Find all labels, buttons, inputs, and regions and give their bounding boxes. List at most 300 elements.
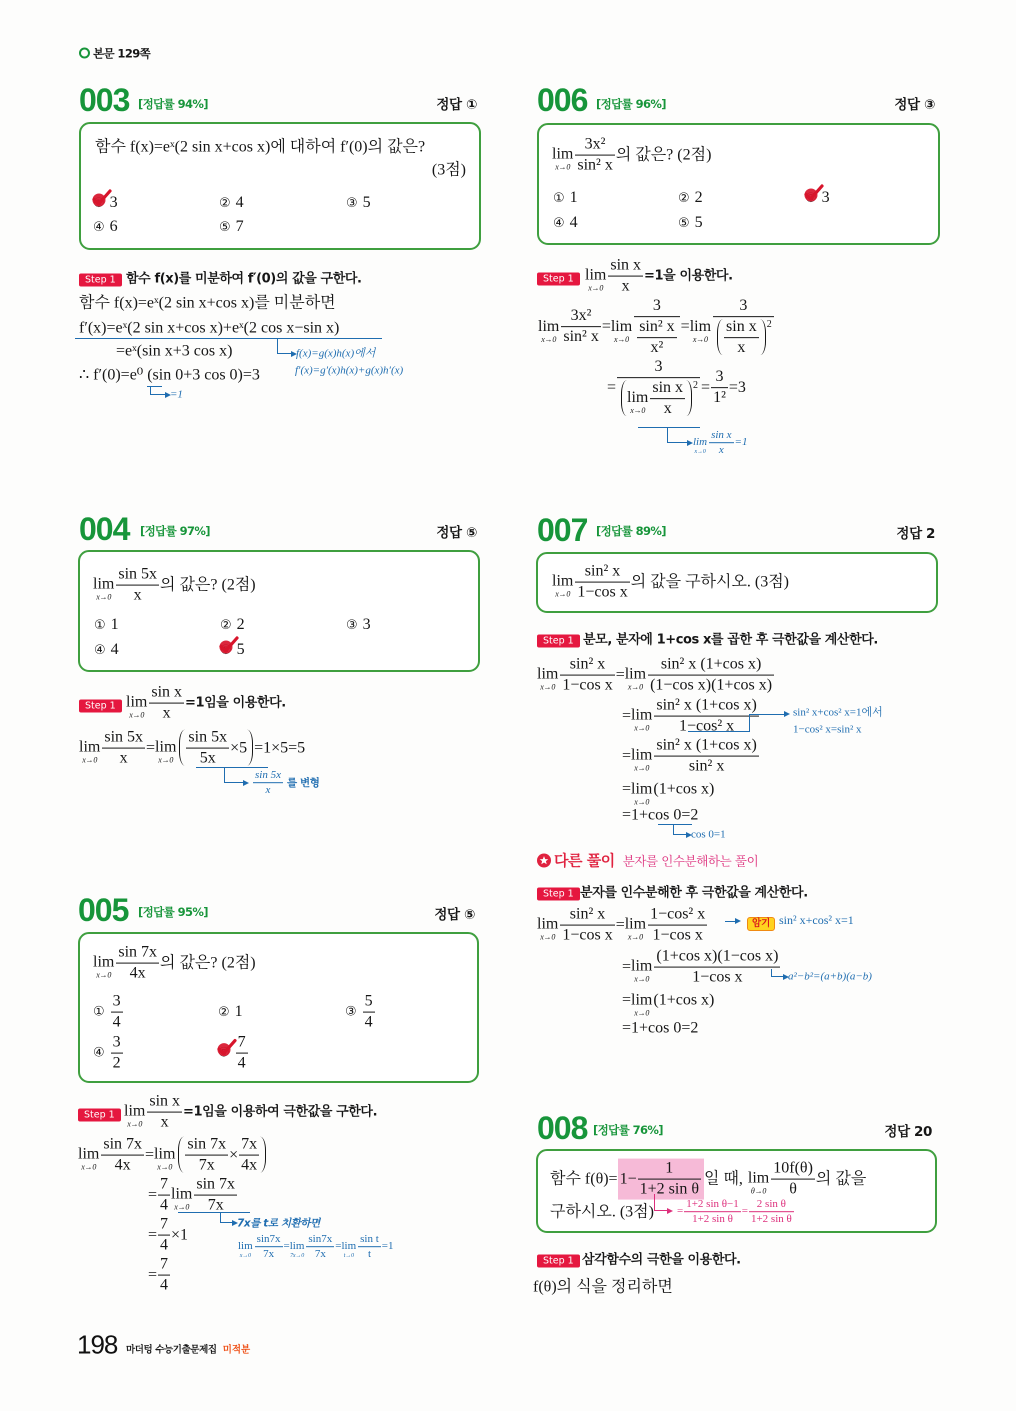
result: =1×5=5	[254, 739, 306, 757]
fraction	[149, 684, 184, 723]
limit-operator	[341, 1241, 356, 1259]
solution-line-3	[622, 737, 760, 776]
numerator: sin² x	[560, 656, 614, 676]
question-text: 일 때,	[703, 1170, 743, 1188]
fraction	[713, 297, 774, 357]
denominator: x	[621, 277, 630, 295]
denominator: x	[162, 704, 171, 722]
lim-label: lim	[126, 694, 148, 711]
numerator: sin 7x	[116, 944, 159, 964]
lim-subscript: x→0	[694, 449, 706, 455]
lim-subscript: x→0	[588, 284, 604, 293]
denominator: 4	[160, 1196, 169, 1214]
fraction	[684, 1198, 741, 1226]
solution-line-2	[607, 358, 746, 418]
fraction	[654, 737, 758, 776]
equals-sign: =	[145, 1146, 155, 1164]
equals-sign: =	[148, 1186, 158, 1204]
option-mark: ②	[219, 196, 231, 211]
annotation-text: 를 변형	[286, 776, 320, 789]
fraction	[575, 136, 614, 175]
option-mark-wrap	[93, 194, 105, 212]
numerator: sin x	[147, 1093, 182, 1113]
question-text-line-2: 구하시오. (3점)	[550, 1203, 654, 1221]
question-tail: 의 값은? (2점)	[160, 954, 256, 972]
equals-sign: =	[741, 1205, 748, 1218]
limit-operator	[748, 1171, 769, 1196]
option-mark: ⑤	[219, 220, 231, 235]
lim-label: lim	[552, 146, 574, 163]
annotation-arrow	[725, 921, 736, 922]
question-points: (3점)	[431, 161, 466, 179]
fraction	[239, 1136, 259, 1175]
step-tail: =1을 이용한다.	[644, 268, 733, 284]
lim-label: lim	[93, 576, 115, 593]
option-value: 1	[110, 616, 119, 633]
denominator: sin² x	[577, 156, 613, 174]
numerator: sin 7x	[194, 1176, 237, 1196]
numerator: 3	[111, 993, 123, 1013]
numerator: 7	[158, 1176, 170, 1196]
problem-number: 005	[78, 892, 129, 928]
lim-label: lim	[689, 318, 712, 335]
option-5[interactable]	[678, 214, 703, 232]
solution-line-1	[78, 1136, 267, 1175]
step-description	[585, 257, 733, 296]
option-4[interactable]	[553, 214, 578, 232]
option-value: 1	[569, 189, 578, 206]
lim-label: lim	[238, 1240, 253, 1252]
equals-sign: =	[335, 1240, 342, 1253]
numerator: sin 5x	[253, 769, 283, 783]
lim-label: lim	[627, 389, 649, 407]
annotation-arrow	[667, 427, 688, 443]
denominator: x	[718, 444, 724, 457]
problem-number: 008	[537, 1110, 588, 1146]
fraction	[101, 1136, 144, 1175]
denominator: 1−cos x	[692, 968, 743, 986]
lim-subscript: x→0	[540, 933, 556, 942]
book-title	[126, 1338, 250, 1357]
equals-sign: =	[601, 318, 611, 336]
denominator: 1−cos x	[562, 926, 613, 944]
option-mark: ②	[220, 618, 232, 633]
step-badge-wrap	[79, 268, 122, 287]
annotation-identity-2: 1−cos² x=sin² x	[793, 723, 862, 736]
alt-solution-line-3	[622, 990, 715, 1017]
numerator: 10f(θ)	[771, 1160, 815, 1180]
option-mark: ②	[218, 1005, 230, 1020]
math-text: =1+	[622, 806, 649, 824]
numerator: sin7x	[255, 1233, 283, 1247]
circle-bullet-icon	[79, 48, 90, 59]
denominator: 2	[112, 1054, 121, 1072]
option-2[interactable]	[220, 616, 245, 634]
option-5[interactable]	[219, 218, 244, 236]
lim-label: lim	[631, 780, 653, 797]
option-5[interactable]	[220, 641, 245, 659]
numerator: 3	[617, 358, 700, 378]
limit-operator	[631, 992, 652, 1017]
solution-line-1	[79, 729, 305, 768]
math-text: ×5	[230, 739, 248, 757]
denominator: 1+2 sin θ	[750, 1213, 792, 1226]
annotation-substitution-chain	[238, 1233, 394, 1261]
underline-marker	[688, 731, 750, 732]
solution-line-1: 함수 f(x)=eˣ(2 sin x+cos x)를 미분하면	[79, 294, 336, 312]
lim-subscript: x→0	[555, 590, 571, 599]
fraction	[654, 697, 758, 736]
page-reference	[79, 43, 150, 62]
option-value: 5	[694, 214, 703, 231]
lim-label: lim	[537, 666, 559, 683]
lim-subscript: x→0	[540, 683, 556, 692]
page-number: 198	[77, 1329, 118, 1360]
math-text: (1+cos x)	[653, 991, 715, 1009]
denominator: x	[663, 399, 672, 417]
question-box	[536, 1149, 937, 1233]
lim-label: lim	[747, 1170, 770, 1187]
numerator: 1−cos² x	[648, 906, 707, 926]
lim-label: lim	[289, 1240, 305, 1252]
numerator: (1+cos x)(1−cos x)	[654, 948, 780, 968]
option-4[interactable]	[94, 641, 119, 659]
fraction	[185, 1136, 228, 1175]
limit-operator	[552, 147, 573, 172]
denominator: 5x	[199, 749, 216, 767]
option-1[interactable]	[553, 189, 578, 207]
denominator: 7x	[314, 1248, 326, 1261]
denominator: x	[737, 338, 746, 356]
equals-sign: =	[146, 739, 156, 757]
limit-operator	[552, 574, 573, 599]
annotation-arrow	[224, 767, 244, 783]
step-badge: Step 1	[537, 635, 580, 648]
denominator: 1−cos x	[577, 583, 628, 601]
lim-subscript: x→0	[129, 711, 145, 720]
fraction	[116, 944, 159, 983]
left-paren	[717, 319, 723, 355]
denominator: x	[160, 1113, 169, 1131]
numerator: 7x	[239, 1136, 259, 1156]
limit-operator	[79, 740, 100, 765]
option-3[interactable]	[345, 993, 376, 1032]
correct-rate: [정답률 76%]	[593, 1123, 663, 1137]
fraction	[709, 429, 733, 457]
answer-label: 정답 ⑤	[434, 907, 475, 923]
annotation-connector	[749, 714, 750, 732]
lim-subscript: x→0	[541, 335, 557, 344]
option-2[interactable]	[219, 194, 244, 212]
question-box	[537, 123, 940, 245]
annotation-arrow	[150, 386, 166, 395]
option-3[interactable]	[805, 189, 830, 207]
limit-operator	[693, 437, 707, 455]
book-name: 마더텅 수능기출문제집	[126, 1344, 217, 1356]
option-value: 6	[109, 218, 118, 235]
numerator: sin x	[650, 379, 685, 399]
limit-operator	[290, 1241, 305, 1259]
denominator: 1²	[713, 389, 726, 407]
option-value: 3	[362, 616, 371, 633]
option-5[interactable]	[218, 1034, 249, 1073]
numerator: sin² x	[560, 906, 614, 926]
option-value: 5	[362, 194, 371, 211]
limit-operator	[538, 319, 559, 344]
math-text: (sin 0+3 cos 0)=3	[143, 366, 260, 384]
solution-line-1	[537, 656, 775, 695]
solution-line-2	[622, 697, 760, 736]
result: =3	[728, 379, 746, 397]
step-badge-wrap	[537, 882, 580, 901]
lim-subscript: x→0	[96, 593, 112, 602]
math-text: cos 0	[648, 806, 682, 824]
denominator: (1−cos x)(1+cos x)	[650, 676, 773, 694]
alt-solution-line-4: =1+cos 0=2	[622, 1019, 699, 1037]
lim-subscript: x→0	[627, 933, 643, 942]
option-3[interactable]	[346, 616, 371, 634]
lim-label: lim	[631, 707, 653, 724]
limit-operator	[155, 740, 176, 765]
numerator: sin² x (1+cos x)	[654, 697, 758, 717]
answer-label: 정답 2	[896, 526, 935, 542]
denominator: 4x	[129, 964, 146, 982]
option-value: 2	[236, 616, 245, 633]
lim-subscript: x→0	[614, 335, 629, 344]
option-value: 1	[234, 1003, 243, 1020]
numerator: 3	[634, 297, 679, 317]
fraction	[637, 318, 676, 357]
step-description: 분모, 분자에 1+cos x를 곱한 후 극한값을 계산한다.	[583, 632, 878, 648]
limit-operator	[625, 667, 646, 692]
fraction	[711, 369, 728, 408]
limit-operator	[611, 319, 632, 344]
denominator: 1−cos x	[652, 926, 703, 944]
denominator: 4	[160, 1236, 169, 1254]
math-text: e⁰	[129, 366, 144, 384]
annotation-difference-of-squares: a²−b²=(a+b)(a−b)	[788, 970, 872, 983]
limit-operator	[690, 319, 711, 344]
math-text: ×1	[171, 1226, 189, 1244]
option-mark: ①	[553, 191, 565, 206]
annotation-substitution: 7x를 t로 치환하면	[237, 1217, 320, 1230]
equals-sign: =	[607, 379, 617, 397]
numerator: sin t	[358, 1233, 381, 1247]
numerator: sin7x	[306, 1233, 334, 1247]
right-paren	[760, 319, 766, 355]
denominator	[713, 317, 774, 357]
limit-operator	[631, 748, 652, 773]
step-badge: Step 1	[537, 888, 580, 901]
fraction	[363, 993, 375, 1032]
question-tail: 의 값을 구하시오. (3점)	[630, 573, 790, 591]
annotation-arrow	[220, 1212, 233, 1223]
option-value: 5	[236, 641, 245, 658]
lim-label: lim	[631, 958, 653, 975]
lim-label: lim	[693, 436, 708, 448]
math-text: 1−	[619, 1170, 637, 1188]
numerator: 3	[711, 369, 728, 389]
option-value: 4	[110, 641, 119, 658]
annotation-simplify	[677, 1198, 795, 1226]
limit-operator	[625, 917, 646, 942]
problem-number: 004	[79, 511, 130, 547]
right-paren	[247, 730, 253, 766]
denominator: x²	[650, 338, 664, 356]
fraction	[158, 1256, 170, 1295]
annotation-arrow	[771, 969, 784, 977]
option-mark: ④	[93, 1046, 105, 1061]
option-2[interactable]	[218, 1003, 243, 1021]
denominator: x	[119, 749, 128, 767]
numerator: sin² x (1+cos x)	[654, 737, 758, 757]
option-value: 2	[694, 189, 703, 206]
step-description: 함수 f(x)를 미분하여 f′(0)의 값을 구한다.	[126, 271, 362, 287]
lim-subscript: x→0	[158, 756, 174, 765]
lim-subscript: x→0	[81, 1163, 97, 1172]
step-description	[124, 1093, 377, 1132]
numerator: 3x²	[575, 136, 614, 156]
solution-line-4	[79, 365, 260, 384]
option-2[interactable]	[678, 189, 703, 207]
exponent: 2	[693, 380, 699, 392]
correct-rate: [정답률 97%]	[140, 524, 210, 538]
option-mark: ④	[553, 216, 565, 231]
step-description: 삼각함수의 극한을 이용한다.	[582, 1252, 741, 1268]
lim-subscript: x→0	[634, 764, 650, 773]
lim-subscript: 7x→0	[290, 1253, 304, 1259]
question-box	[536, 552, 938, 613]
numerator: 7	[236, 1034, 248, 1054]
lim-label: lim	[631, 991, 653, 1008]
denominator	[617, 378, 700, 418]
option-value: 3	[821, 189, 830, 206]
math-text: =1	[734, 436, 748, 449]
question-text	[93, 566, 256, 605]
step-badge-wrap	[537, 267, 580, 286]
numerator: sin² x	[575, 563, 629, 583]
numerator: 3	[713, 297, 774, 317]
limit-operator	[78, 1147, 99, 1172]
numerator: sin x	[724, 318, 759, 338]
math-text: =1	[381, 1240, 394, 1253]
limit-operator	[631, 708, 652, 733]
denominator: 4	[237, 1054, 246, 1072]
lim-subscript: x→0	[630, 406, 646, 416]
lim-label: lim	[624, 666, 647, 683]
option-mark: ④	[93, 220, 105, 235]
problem-number: 007	[537, 512, 588, 548]
correct-rate: [정답률 94%]	[138, 97, 208, 111]
option-mark: ⑤	[678, 216, 690, 231]
check-mark-icon	[802, 183, 824, 203]
denominator: 1+2 sin θ	[692, 1213, 733, 1226]
alt-solution-line-2	[622, 948, 781, 987]
option-1[interactable]	[93, 194, 118, 212]
equals-sign: =	[148, 1266, 158, 1284]
lim-label: lim	[631, 747, 653, 764]
fraction	[158, 1176, 170, 1215]
step-description: 분자를 인수분해한 후 극한값을 계산한다.	[580, 885, 808, 901]
equals-sign: =	[615, 666, 625, 684]
denominator: θ	[789, 1180, 797, 1198]
alt-solution-line-1	[537, 906, 708, 945]
equals-sign: =	[615, 916, 625, 934]
option-value: 7	[235, 218, 244, 235]
limit-operator	[238, 1241, 253, 1259]
annotation-cos0: cos 0=1	[691, 828, 726, 841]
denominator: sin² x	[688, 757, 725, 775]
fraction	[111, 993, 123, 1032]
denominator: x	[265, 784, 271, 797]
alternative-subtitle: 분자를 인수분해하는 풀이	[622, 853, 759, 868]
limit-operator	[154, 1147, 175, 1172]
numerator: 1+2 sin θ−1	[684, 1198, 741, 1212]
denominator: t	[367, 1248, 371, 1261]
question-box	[78, 550, 480, 672]
option-1[interactable]	[93, 993, 124, 1032]
page-reference-label: 본문 129쪽	[93, 46, 151, 61]
problem-number: 006	[537, 82, 588, 118]
fraction	[749, 1198, 794, 1226]
equals-sign: =	[622, 780, 632, 798]
numerator: 5	[363, 993, 375, 1013]
memo-identity: sin² x+cos² x=1	[779, 913, 854, 928]
lim-subscript: x→0	[82, 756, 98, 765]
denominator: 4	[112, 1013, 121, 1031]
option-4[interactable]	[93, 1034, 124, 1073]
fraction	[186, 729, 229, 768]
right-paren	[686, 380, 692, 416]
right-paren	[260, 1137, 266, 1173]
lim-label: lim	[124, 1103, 146, 1120]
denominator: 4	[160, 1276, 169, 1294]
limit-operator	[631, 781, 652, 806]
lim-subscript: x→0	[127, 1120, 143, 1129]
question-text	[93, 944, 256, 983]
option-1[interactable]	[94, 616, 119, 634]
fraction	[648, 906, 707, 945]
fraction	[648, 656, 774, 695]
lim-subscript: x→0	[634, 797, 650, 806]
option-4[interactable]	[93, 218, 118, 236]
fraction	[194, 1176, 237, 1215]
subject-label: 미적분	[222, 1344, 251, 1356]
annotation-e0: =1	[170, 388, 183, 401]
step-tail: =1임을 이용하여 극한값을 구한다.	[183, 1104, 378, 1120]
denominator: 7x	[207, 1196, 224, 1214]
correct-rate: [정답률 95%]	[138, 905, 208, 919]
equals-sign: =	[622, 958, 632, 976]
numerator: sin² x	[637, 318, 676, 338]
numerator: 7	[158, 1256, 170, 1276]
option-3[interactable]	[346, 194, 371, 212]
lim-label: lim	[585, 267, 607, 284]
lim-subscript: x→0	[157, 1163, 173, 1172]
limit-operator	[627, 390, 648, 415]
annotation-arrow	[673, 824, 687, 835]
fraction	[561, 308, 600, 347]
denominator: 7x	[198, 1156, 215, 1174]
step-badge-wrap	[537, 629, 580, 648]
fraction	[158, 1216, 170, 1255]
solution-line-3: =eˣ(sin x+3 cos x)	[116, 342, 233, 360]
fraction	[575, 563, 629, 602]
numerator: sin 5x	[186, 729, 229, 749]
solution-line-3	[148, 1216, 188, 1255]
option-mark: ③	[346, 618, 358, 633]
limit-operator	[126, 695, 147, 720]
